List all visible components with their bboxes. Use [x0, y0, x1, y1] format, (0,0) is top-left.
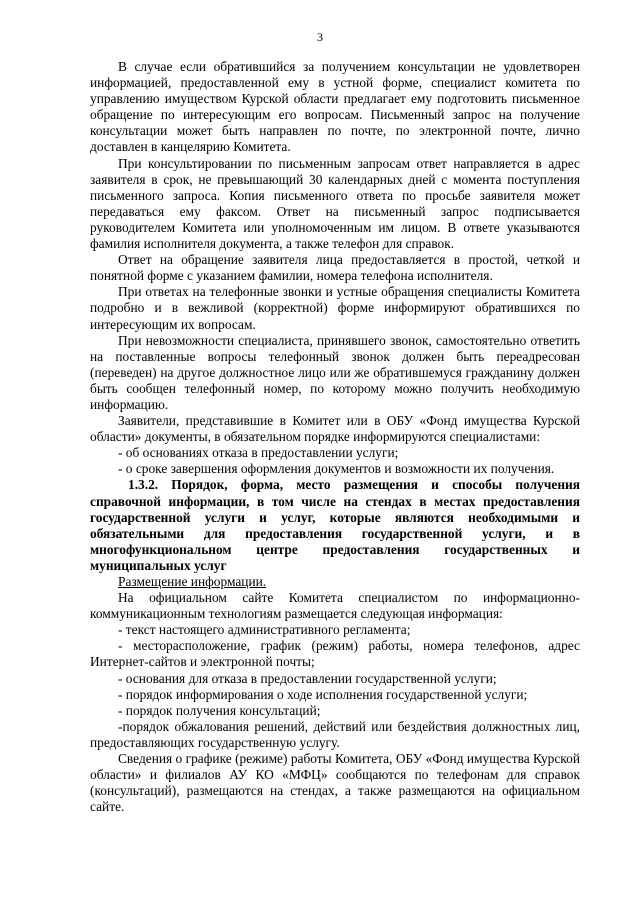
list-item: - порядок получения консультаций;	[118, 702, 321, 718]
subheading-info-placement: Размещение информации.	[118, 574, 267, 589]
list-item: -порядок обжалования решений, действий или бездействия должностных лиц, предоставляющих государственную услугу.	[90, 718, 580, 750]
paragraph-call-redirect: При невозможности специалиста, принявшего звонок, самостоятельно ответить на поставленные вопросы телефонный звонок должен быть переадресован (переведен) на другое должностное лицо или же обратившемуся гражданину должен быть сообщен телефонный номер, по которому можно получить необходимую информацию.	[90, 332, 580, 412]
list-item: - порядок информирования о ходе исполнения государственной услуги;	[118, 686, 528, 702]
list-item: - месторасположение, график (режим) работы, номера телефонов, адрес Интернет-сайтов и электронной почты;	[90, 638, 580, 670]
document-body	[90, 59, 580, 815]
paragraph-written-response: При консультировании по письменным запросам ответ направляется в адрес заявителя в срок, не превышающий 30 календарных дней с момента поступления письменного запроса. Копия письменного ответа по просьбе заявителя может передаваться ему факсом. Ответ на письменный запрос подписывается руководителем Комитета или уполномоченным им лицом. В ответе указываются фамилия исполнителя документа, а также телефон для справок.	[90, 155, 580, 252]
paragraph-applicants-informed: Заявители, представившие в Комитет или в ОБУ «Фонд имущества Курской области» документы, в обязательном порядке информируются специалистами:	[90, 413, 580, 445]
paragraph-written-request: В случае если обратившийся за получением консультации не удовлетворен информацией, предоставленной ему в устной форме, специалист комитета по управлению имуществом Курской области предлагает ему подготовить письменное обращение по интересующим его вопросам. Письменный запрос на получение консультации может быть направлен по почте, по электронной почте, лично доставлен в канцелярию Комитета.	[90, 59, 580, 155]
list-item: - текст настоящего административного регламента;	[118, 622, 411, 638]
paragraph-response-form: Ответ на обращение заявителя лица предоставляется в простой, четкой и понятной форме с указанием фамилии, номера телефона исполнителя.	[90, 252, 580, 284]
paragraph-schedule-info: Сведения о графике (режиме) работы Комитета, ОБУ «Фонд имущества Курской области» и филиалов АУ КО «МФЦ» сообщаются по телефонам для справок (консультаций), размещаются на стендах, а также размещаются на официальном сайте.	[90, 751, 580, 815]
list-item: - об основаниях отказа в предоставлении услуги;	[118, 445, 399, 461]
list-item: - о сроке завершения оформления документов и возможности их получения.	[118, 461, 555, 477]
paragraph-website-intro: На официальном сайте Комитета специалистом по информационно-коммуникационным технологиям размещается следующая информация:	[90, 590, 580, 622]
section-heading: 1.3.2. Порядок, форма, место размещения и способы получения справочной информации, в том числе на стендах в местах предоставления государственной услуги и услуг, которые являются необходимыми и обязательными для предоставления государственной услуги, и в многофункциональном центре предоставления государственных и муниципальных услуг	[90, 477, 580, 573]
page-number: 3	[317, 30, 323, 44]
list-item: - основания для отказа в предоставлении государственной услуги;	[118, 670, 497, 686]
paragraph-phone-calls: При ответах на телефонные звонки и устные обращения специалисты Комитета подробно и в вежливой (корректной) форме информируют обратившихся по интересующим их вопросам.	[90, 284, 580, 332]
